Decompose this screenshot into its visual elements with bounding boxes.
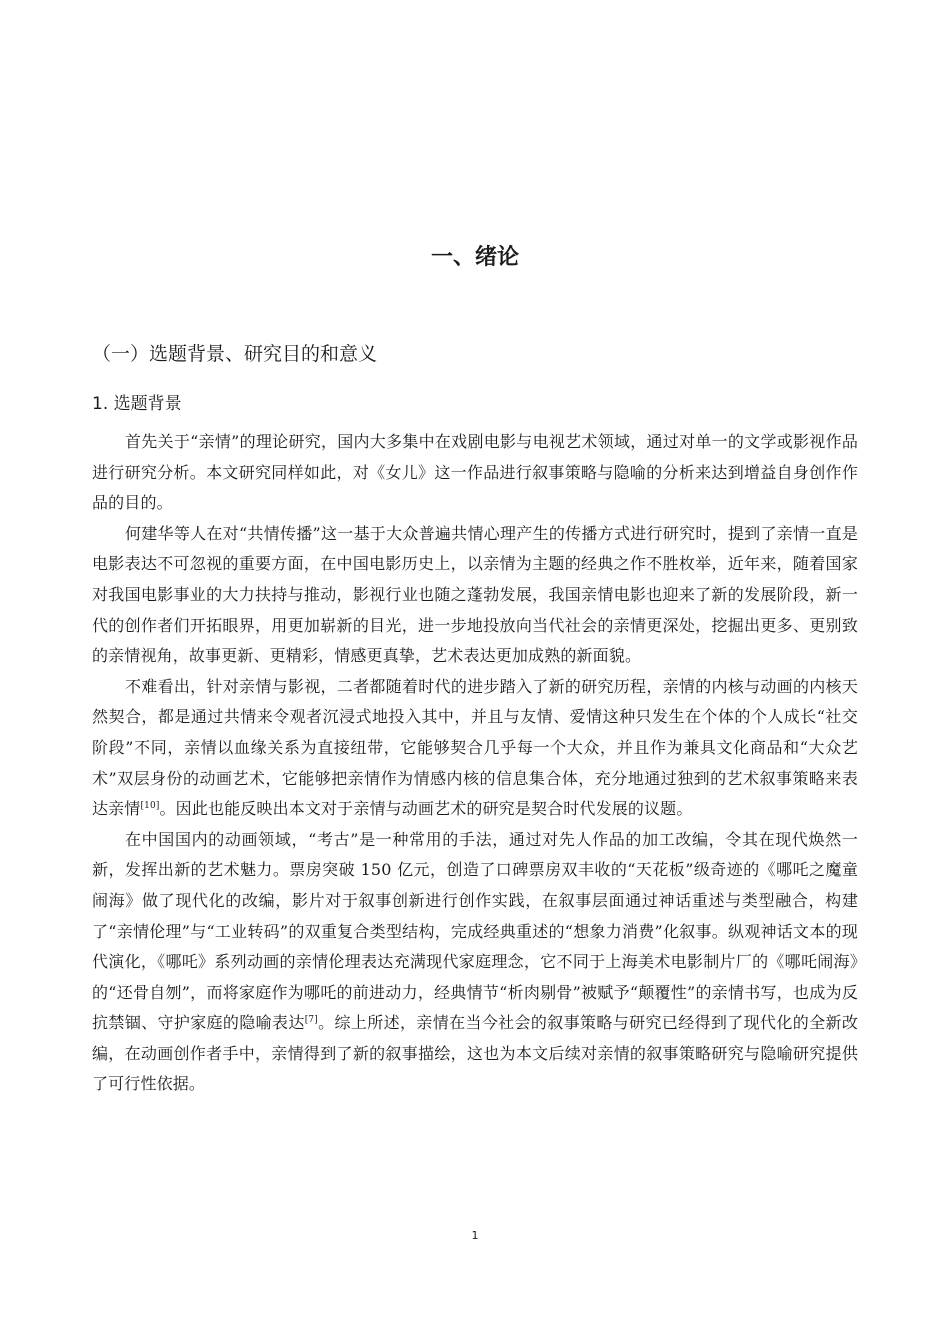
section-heading: （一）选题背景、研究目的和意义 bbox=[92, 343, 378, 365]
paragraph-3 bbox=[92, 672, 858, 825]
citation-marker: [7] bbox=[304, 1015, 318, 1026]
page-number: 1 bbox=[471, 1229, 479, 1242]
paragraph-4 bbox=[92, 825, 858, 1100]
paragraph-2: 何建华等人在对“共情传播”这一基于大众普遍共情心理产生的传播方式进行研究时，提到了亲情一直是电影表达不可忽视的重要方面，在中国电影历史上，以亲情为主题的经典之作不胜枚举，近年来，随着国家对我国电影事业的大力扶持与推动，影视行业也随之蓬勃发展，我国亲情电影也迎来了新的发展阶段，新一代的创作者们开拓眼界，用更加崭新的目光，进一步地投放向当代社会的亲情更深处，挖掘出更多、更别致的亲情视角，故事更新、更精彩，情感更真挚，艺术表达更加成熟的新面貌。 bbox=[92, 523, 858, 666]
paragraph-3-text-end: 。因此也能反映出本文对于亲情与动画艺术的研究是契合时代发展的议题。 bbox=[159, 799, 693, 819]
paragraph-4-text: 在中国国内的动画领域，“考古”是一种常用的手法，通过对先人作品的加工改编，令其在现代焕然一新，发挥出新的艺术魅力。票房突破 150 亿元，创造了口碑票房双丰收的“天花板”级奇迹的《哪吒之魔童闹海》做了现代化的改编，影片对于叙事创新进行创作实践，在叙事层面通过神话重述与类型融合，构建了“亲情伦理”与“工业转码”的双重复合类型结构，完成经典重述的“想象力消费”化叙事。纵观神话文本的现代演化，《哪吒》系列动画的亲情伦理表达充满现代家庭理念，它不同于上海美术电影制片厂的《哪吒闹海》的“还骨自刎”，而将家庭作为哪吒的前进动力，经典情节“析肉剔骨”被赋予“颠覆性”的亲情书写，也成为反抗禁锢、守护家庭的隐喻表达 bbox=[92, 829, 858, 1033]
citation-marker: [10] bbox=[140, 801, 160, 812]
paragraph-3-text: 不难看出，针对亲情与影视，二者都随着时代的进步踏入了新的研究历程，亲情的内核与动画的内核天然契合，都是通过共情来令观者沉浸式地投入其中，并且与友情、爱情这种只发生在个体的个人成长“社交阶段”不同，亲情以血缘关系为直接纽带，它能够契合几乎每一个大众，并且作为兼具文化商品和“大众艺术”双层身份的动画艺术，它能够把亲情作为情感内核的信息集合体，充分地通过独到的艺术叙事策略来表达亲情 bbox=[92, 676, 858, 819]
body-text bbox=[92, 427, 858, 1100]
paragraph-4-text-end: 。综上所述，亲情在当今社会的叙事策略与研究已经得到了现代化的全新改编，在动画创作者手中，亲情得到了新的叙事描绘，这也为本文后续对亲情的叙事策略研究与隐喻研究提供了可行性依据。 bbox=[92, 1013, 858, 1094]
chapter-title: 一、绪论 bbox=[430, 245, 519, 270]
subsection-heading: 1. 选题背景 bbox=[92, 394, 182, 414]
paragraph-1: 首先关于“亲情”的理论研究，国内大多集中在戏剧电影与电视艺术领域，通过对单一的文学或影视作品进行研究分析。本文研究同样如此，对《女儿》这一作品进行叙事策略与隐喻的分析来达到增益自身创作作品的目的。 bbox=[92, 432, 858, 513]
